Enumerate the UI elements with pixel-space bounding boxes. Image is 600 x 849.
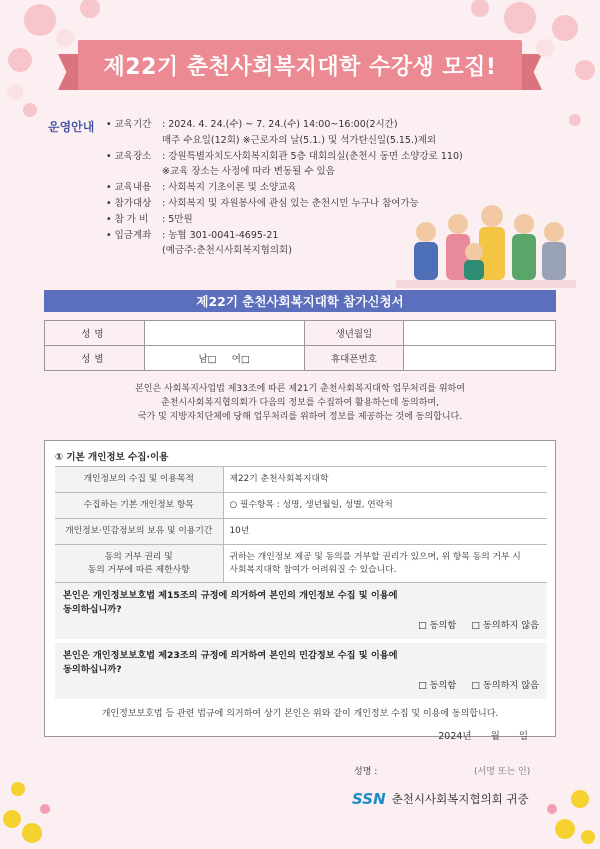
name-label: 성명 <box>45 321 145 346</box>
privacy-heading: ① 기본 개인정보 수집·이용 <box>55 452 169 463</box>
question-text: 본인은 개인정보보호법 제15조의 규정에 의거하여 본인의 개인정보 수집 및 이용에 동의하십니까? <box>63 590 398 615</box>
account-value: : 농협 301-0041-4695-21 <box>162 229 279 241</box>
privacy-row-label: 개인정보·민감정보의 보유 및 이용기간 <box>55 519 223 545</box>
fee-value: : 5만원 <box>162 213 193 225</box>
application-table <box>44 320 556 371</box>
table-row <box>55 493 547 519</box>
birth-field[interactable] <box>404 321 556 346</box>
consent-question-sensitive <box>55 643 547 699</box>
disagree-checkbox[interactable]: □ 동의하지 않음 <box>471 680 539 691</box>
privacy-table <box>55 466 547 583</box>
name-field[interactable] <box>144 321 304 346</box>
consent-line-1: 본인은 사회복지사업법 제33조에 따른 제21기 춘천사회복지대학 업무처리를 위하여 <box>135 384 465 394</box>
content-value: : 사회복지 기초이론 및 소양교육 <box>162 182 297 194</box>
privacy-consent-box <box>44 440 556 737</box>
final-statement: 개인정보보호법 등 관련 법규에 의거하여 상기 본인은 위와 같이 개인정보 수집 및 이용에 동의합니다. <box>101 709 499 719</box>
agree-checkbox[interactable]: □ 동의함 <box>418 620 457 631</box>
birth-label: 생년월일 <box>304 321 404 346</box>
signature-area[interactable] <box>354 764 531 777</box>
info-list <box>106 117 476 259</box>
form-title: 제22기 춘천사회복지대학 참가신청서 <box>44 290 556 312</box>
agree-checkbox[interactable]: □ 동의함 <box>418 680 457 691</box>
period-label: • 교육기간 <box>106 117 162 133</box>
privacy-row-label: 수집하는 기본 개인정보 항목 <box>55 493 223 519</box>
signature-label: 성명 : <box>354 767 378 777</box>
signature-hint: (서명 또는 인) <box>474 767 531 777</box>
question-text: 본인은 개인정보보호법 제23조의 규정에 의거하여 본인의 민감정보 수집 및 이용에 동의하십니까? <box>63 650 398 675</box>
table-row <box>55 467 547 493</box>
target-label: • 참가대상 <box>106 196 162 212</box>
privacy-row-value: ○ 필수항목 : 성명, 생년월일, 성별, 연락처 <box>223 493 547 519</box>
title-banner <box>78 40 522 96</box>
fee-label: • 참 가 비 <box>106 212 162 228</box>
period-note: 매주 수요일(12회) ※근로자의 날(5.1.) 및 석가탄신일(5.15.)제외 <box>162 134 437 146</box>
date-line: 2024년 월 일 <box>438 731 528 742</box>
privacy-row-label: 동의 거부 권리 및 동의 거부에 따른 제한사항 <box>55 545 223 583</box>
table-row <box>55 545 547 583</box>
place-value: : 강원특별자치도사회복지회관 5층 대회의실(춘천시 동면 소양강로 110) <box>162 150 463 162</box>
period-value: : 2024. 4. 24.(수) ~ 7. 24.(수) 14:00~16:00(2시간) <box>162 119 398 130</box>
info-section-title: 운영안내 <box>48 120 95 134</box>
place-label: • 교육장소 <box>106 149 162 165</box>
privacy-row-value: 제22기 춘천사회복지대학 <box>223 467 547 493</box>
place-note: ※교육 장소는 사정에 따라 변동될 수 있음 <box>162 166 335 178</box>
ssn-logo: SSN <box>352 790 386 808</box>
table-row <box>55 519 547 545</box>
privacy-row-value: 귀하는 개인정보 제공 및 동의를 거부할 권리가 있으며, 위 항목 동의 거부 시 사회복지대학 참여가 어려워질 수 있습니다. <box>223 545 547 583</box>
consent-line-2: 춘천시사회복지협의회가 다음의 정보를 수집하여 활용하는데 동의하며, <box>161 398 439 409</box>
consent-question-personal <box>55 583 547 639</box>
gender-options[interactable]: 남□ 여□ <box>144 346 304 371</box>
disagree-checkbox[interactable]: □ 동의하지 않음 <box>471 620 539 631</box>
organization-name: 춘천시사회복지협의회 귀중 <box>391 792 529 806</box>
privacy-row-label: 개인정보의 수집 및 이용목적 <box>55 467 223 493</box>
banner-title: 제22기 춘천사회복지대학 수강생 모집! <box>78 40 522 90</box>
consent-line-3: 국가 및 지방자치단체에 당해 업무처리를 위하여 정보를 제공하는 것에 동의합니다. <box>137 412 463 423</box>
gender-label: 성별 <box>45 346 145 371</box>
consent-intro <box>44 382 556 425</box>
phone-field[interactable] <box>404 346 556 371</box>
phone-label: 휴대폰번호 <box>304 346 404 371</box>
target-value: : 사회복지 및 자원봉사에 관심 있는 춘천시민 누구나 참여가능 <box>162 197 419 209</box>
account-note: (예금주:춘천시사회복지협의회) <box>162 245 292 257</box>
content-label: • 교육내용 <box>106 180 162 196</box>
account-label: • 입금계좌 <box>106 228 162 244</box>
privacy-row-value: 10년 <box>223 519 547 545</box>
organization <box>352 790 529 808</box>
